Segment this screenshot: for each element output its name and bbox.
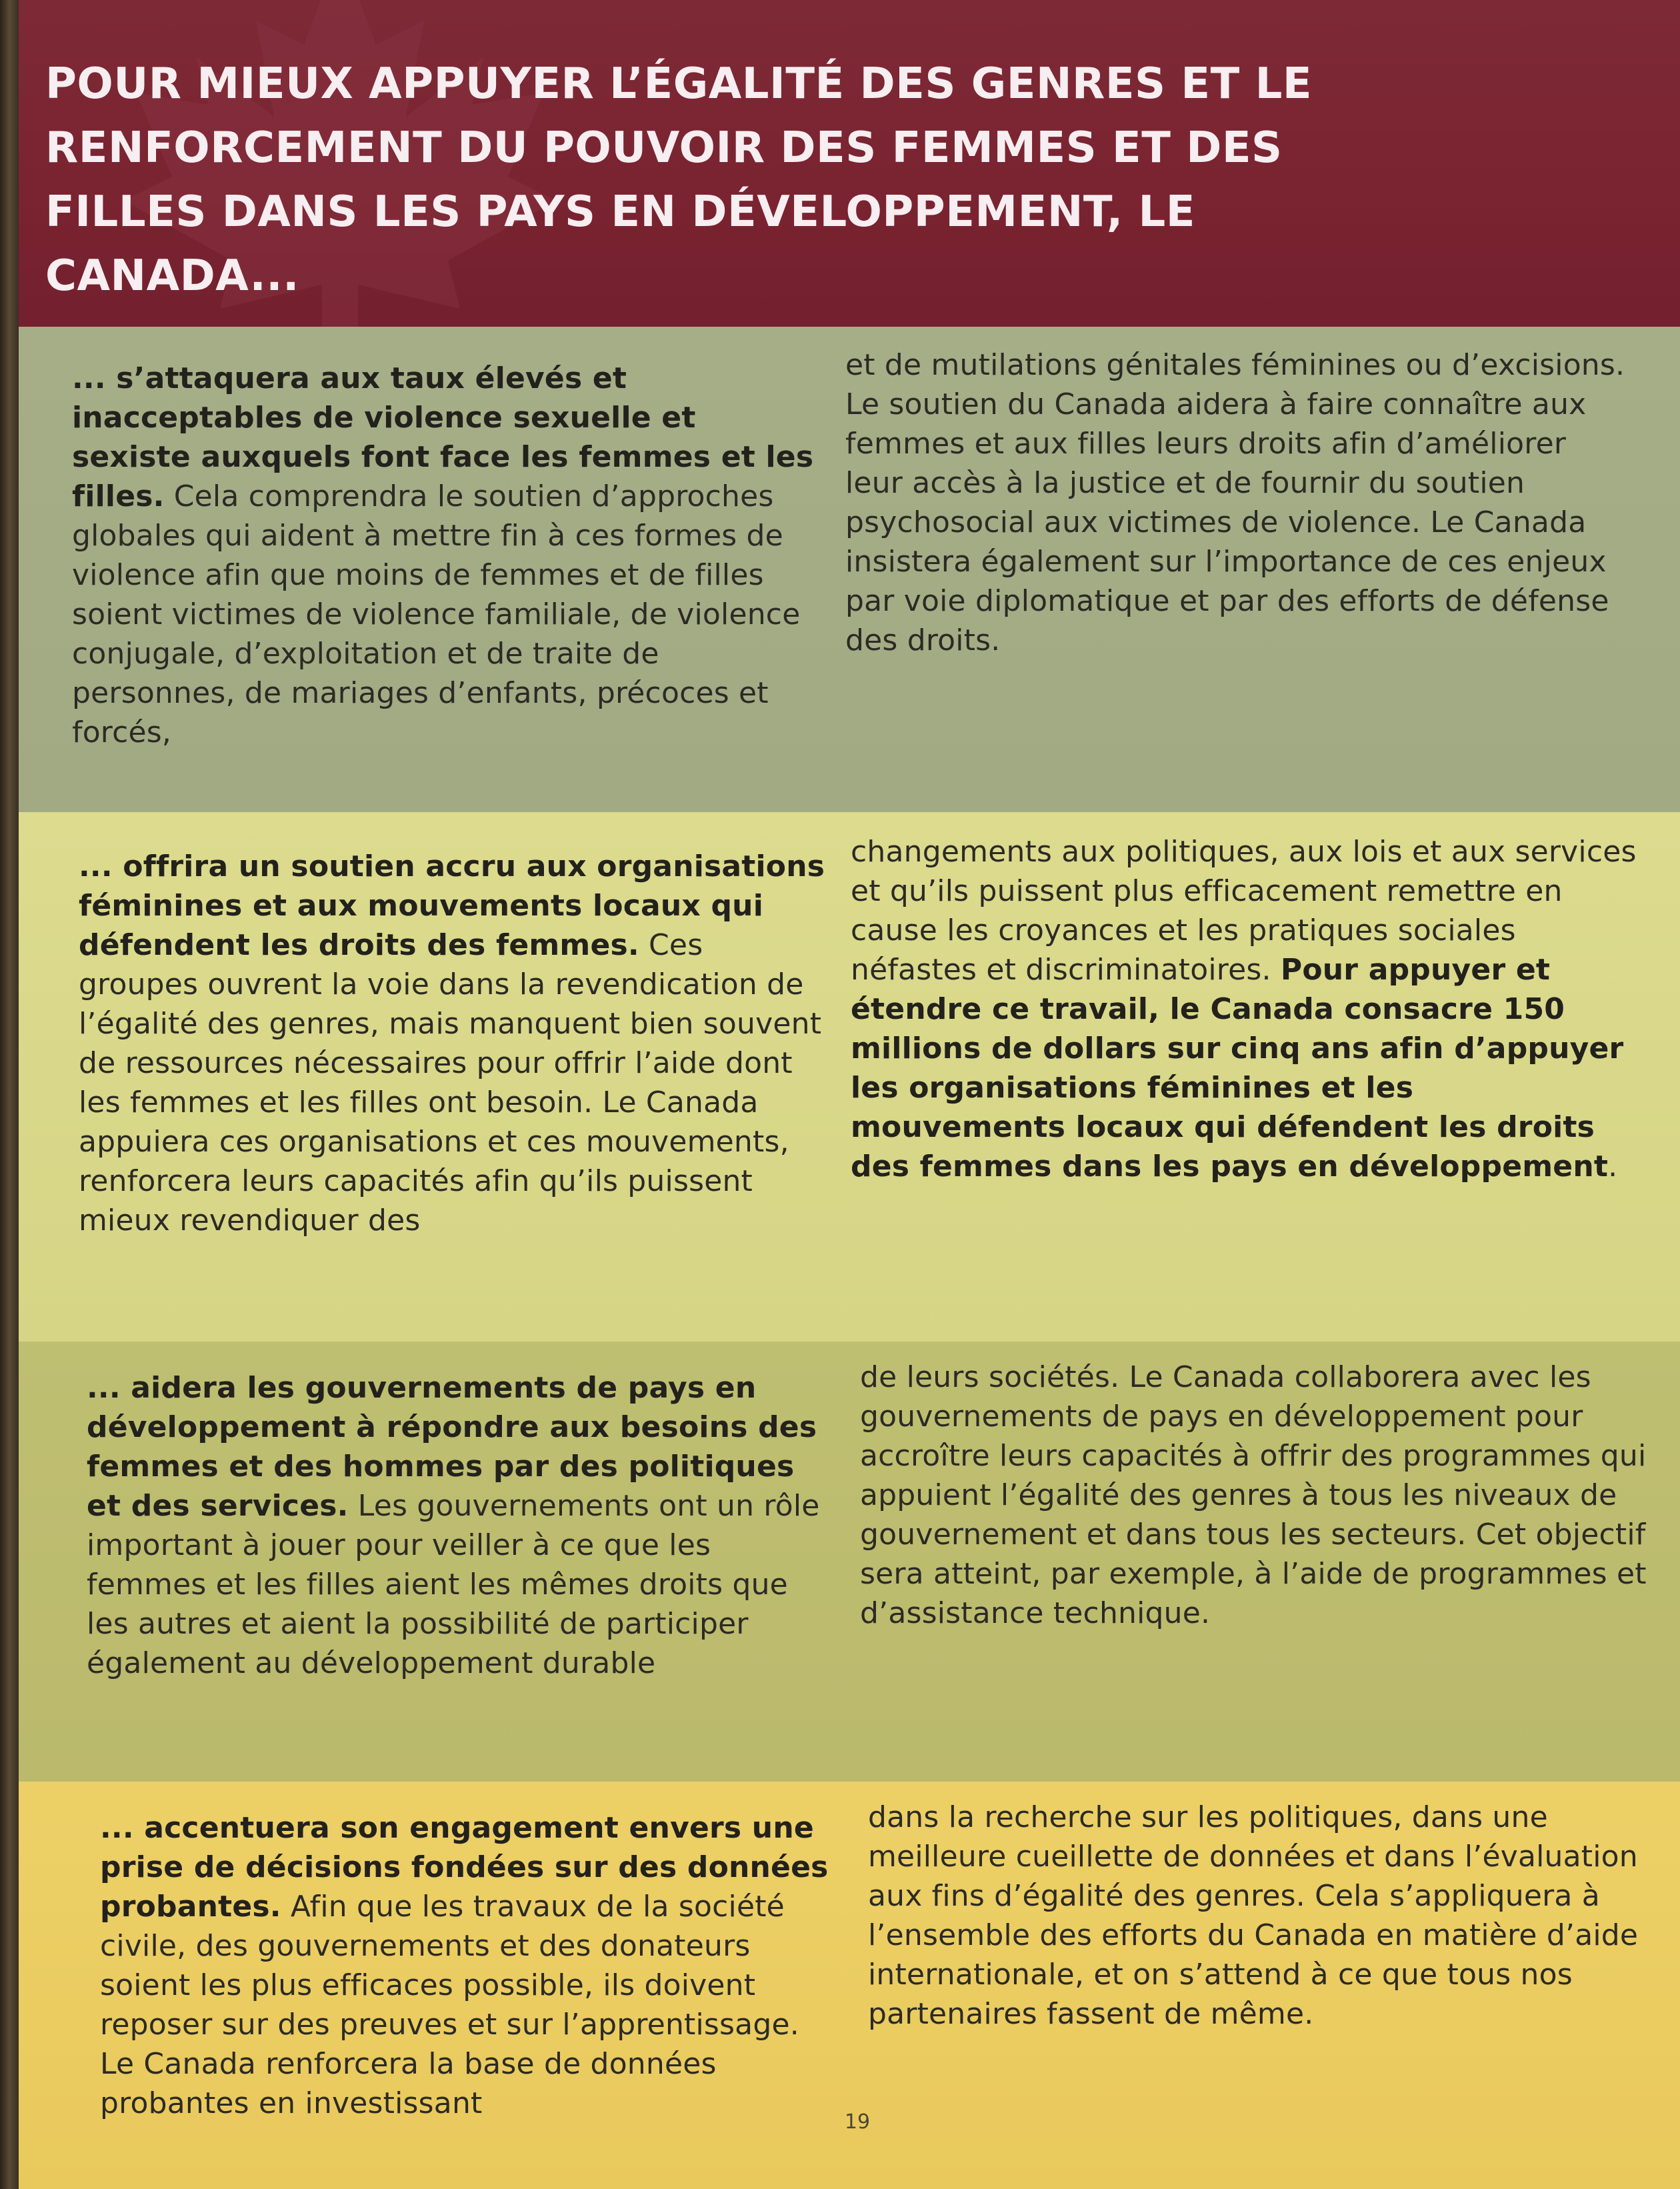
section-womens-organizations xyxy=(0,812,1680,1342)
section-lead: ... offrira un soutien accru aux organisations féminines et aux mouvements locaux qui défendent les droits des femmes. xyxy=(79,849,825,962)
section-right-column xyxy=(845,345,1632,660)
section-body-right: de leurs sociétés. Le Canada collaborera avec les gouvernements de pays en développement pour accroître leurs capacités à offrir des programmes qui appuient l’égalité des genres à tous les niveaux de gouvernement et dans tous les secteurs. Cet objectif sera atteint, par exemple, à l’aide de programmes et d’assistance technique. xyxy=(860,1360,1647,1630)
section-body-right-end: . xyxy=(1608,1150,1618,1184)
section-body-left: Les gouvernements ont un rôle important à jouer pour veiller à ce que les femmes et les filles aient les mêmes droits que les autres et aient la possibilité de participer également au développement durable xyxy=(87,1489,820,1680)
section-body-left: Ces groupes ouvrent la voie dans la revendication de l’égalité des genres, mais manquent bien souvent de ressources nécessaires pour offrir l’aide dont les femmes et les filles ont besoin. Le Canada appuiera ces organisations et ces mouvements, renforcera leurs capacités afin qu’ils puissent mieux revendiquer des xyxy=(79,928,822,1238)
page-number: 19 xyxy=(844,2110,871,2134)
section-body-right: changements aux politiques, aux lois et aux services et qu’ils puissent plus efficacement remettre en cause les croyances et les pratiques sociales néfastes et discriminatoires. xyxy=(851,835,1637,987)
section-body-left: Cela comprendra le soutien d’approches globales qui aident à mettre fin à ces formes de violence afin que moins de femmes et de filles soient victimes de violence familiale, de violence conjugale, d’exploitation et de traite de personnes, de mariages d’enfants, précoces et forcés, xyxy=(72,479,801,749)
section-lead: ... aidera les gouvernements de pays en développement à répondre aux besoins des femmes et des hommes par des politiques et des services. xyxy=(87,1371,817,1523)
section-left-column xyxy=(79,847,825,1240)
section-body-right: et de mutilations génitales féminines ou d’excisions. Le soutien du Canada aidera à faire connaître aux femmes et aux filles leurs droits afin d’améliorer leur accès à la justice et de fournir du soutien psychosocial aux victimes de violence. Le Canada insistera également sur l’importance de ces enjeux par voie diplomatique et par des efforts de défense des droits. xyxy=(845,348,1625,657)
section-governments xyxy=(0,1342,1680,1782)
section-body-left: Afin que les travaux de la société civile, des gouvernements et des donateurs soient les plus efficaces possible, ils doivent reposer sur des preuves et sur l’apprentissage. Le Canada renforcera la base de données probantes en investissant xyxy=(100,1890,799,2120)
section-evidence xyxy=(0,1782,1680,2189)
binding-spine xyxy=(0,0,19,2189)
section-right-column xyxy=(868,1798,1655,2034)
section-right-column xyxy=(851,832,1637,1186)
section-left-column xyxy=(100,1808,840,2123)
section-body-right: dans la recherche sur les politiques, dans une meilleure cueillette de données et dans l’évaluation aux fins d’égalité des genres. Cela s’appliquera à l’ensemble des efforts du Canada en matière d’aide internationale, et on s’attend à ce que tous nos partenaires fassent de même. xyxy=(868,1800,1639,2031)
section-right-column xyxy=(860,1358,1647,1633)
page-header xyxy=(0,0,1680,327)
section-violence xyxy=(0,327,1680,812)
section-left-column xyxy=(87,1368,833,1683)
page-title: POUR MIEUX APPUYER L’ÉGALITÉ DES GENRES ET LE RENFORCEMENT DU POUVOIR DES FEMMES ET DES FILLES DANS LES PAYS EN DÉVELOPPEMENT, LE CANADA... xyxy=(45,59,1313,301)
section-lead: ... s’attaquera aux taux élevés et inacceptables de violence sexuelle et sexiste auxquels font face les femmes et les filles. xyxy=(72,361,814,513)
section-funding-highlight: Pour appuyer et étendre ce travail, le Canada consacre 150 millions de dollars sur cinq ans afin d’appuyer les organisations féminines et les mouvements locaux qui défendent les droits des femmes dans les pays en développement xyxy=(851,953,1624,1184)
section-left-column xyxy=(72,359,819,752)
section-lead: ... accentuera son engagement envers une prise de décisions fondées sur des données probantes. xyxy=(100,1811,829,1924)
